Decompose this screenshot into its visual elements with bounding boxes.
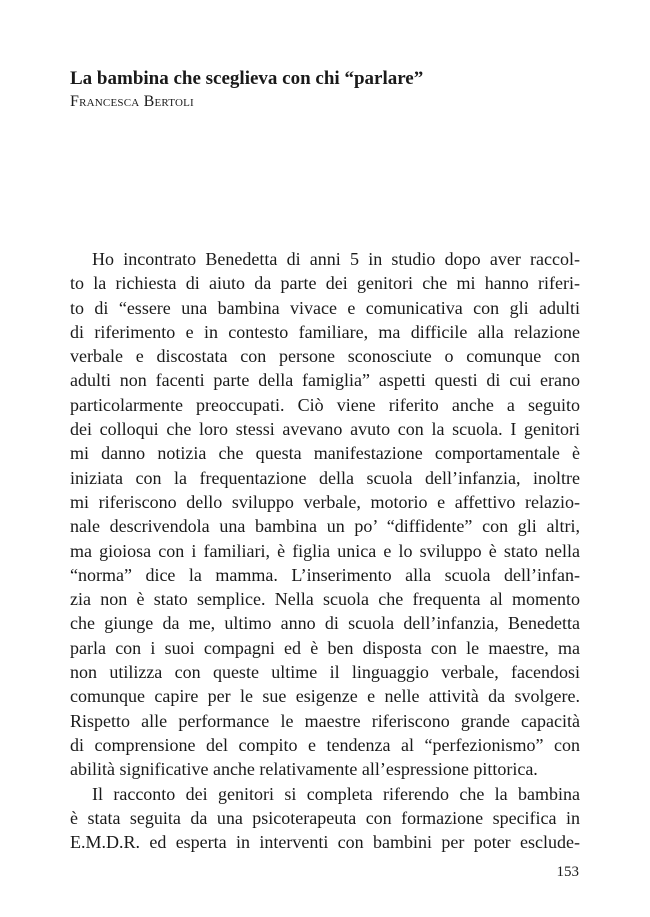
text-line: comunque capire per le sue esigenze e nelle attività da svolgere. xyxy=(70,686,580,707)
text-line: Rispetto alle performance le maestre riferiscono grande capacità xyxy=(70,710,580,731)
text-line: adulti non facenti parte della famiglia” aspetti questi di cui erano xyxy=(70,370,580,391)
text-line: parla con i suoi compagni ed è ben disposta con le maestre, ma xyxy=(70,637,580,658)
body-text xyxy=(70,247,580,854)
text-line: to di “essere una bambina vivace e comunicativa con gli adulti xyxy=(70,297,580,318)
text-line: nale descrivendola una bambina un po’ “diffidente” con gli altri, xyxy=(70,516,580,537)
text-line: iniziata con la frequentazione della scuola dell’infanzia, inoltre xyxy=(70,467,580,488)
text-line: è stata seguita da una psicoterapeuta con formazione specifica in xyxy=(70,807,580,828)
text-line: Il racconto dei genitori si completa riferendo che la bambina xyxy=(92,783,580,804)
text-line: di riferimento e in contesto familiare, ma difficile alla relazione xyxy=(70,321,580,342)
text-line: dei colloqui che loro stessi avevano avuto con la scuola. I genitori xyxy=(70,419,580,440)
text-line: abilità significative anche relativamente all’espressione pittorica. xyxy=(70,759,538,780)
text-line: particolarmente preoccupati. Ciò viene riferito anche a seguito xyxy=(70,394,580,415)
text-line: “norma” dice la mamma. L’inserimento alla scuola dell’infan- xyxy=(70,564,580,585)
text-line: ma gioiosa con i familiari, è figlia unica e lo sviluppo è stato nella xyxy=(70,540,580,561)
text-line: E.M.D.R. ed esperta in interventi con bambini per poter esclude- xyxy=(70,832,580,853)
text-line: non utilizza con queste ultime il linguaggio verbale, facendosi xyxy=(70,662,580,683)
text-line: che giunge da me, ultimo anno di scuola dell’infanzia, Benedetta xyxy=(70,613,580,634)
text-line: mi danno notizia che questa manifestazione comportamentale è xyxy=(70,443,580,464)
text-line: Ho incontrato Benedetta di anni 5 in studio dopo aver raccol- xyxy=(92,249,580,269)
page-number: 153 xyxy=(556,864,579,880)
text-line: di comprensione del compito e tendenza al “perfezionismo” con xyxy=(70,734,580,755)
text-line: verbale e discostata con persone sconosciute o comunque con xyxy=(70,346,580,367)
text-line: zia non è stato semplice. Nella scuola che frequenta al momento xyxy=(70,589,580,610)
text-line: mi riferiscono dello sviluppo verbale, motorio e affettivo relazio- xyxy=(70,491,580,512)
text-line: to la richiesta di aiuto da parte dei genitori che mi hanno riferi- xyxy=(70,273,580,294)
author-name: Francesca Bertoli xyxy=(70,93,194,110)
chapter-title: La bambina che sceglieva con chi “parlare” xyxy=(70,68,424,89)
